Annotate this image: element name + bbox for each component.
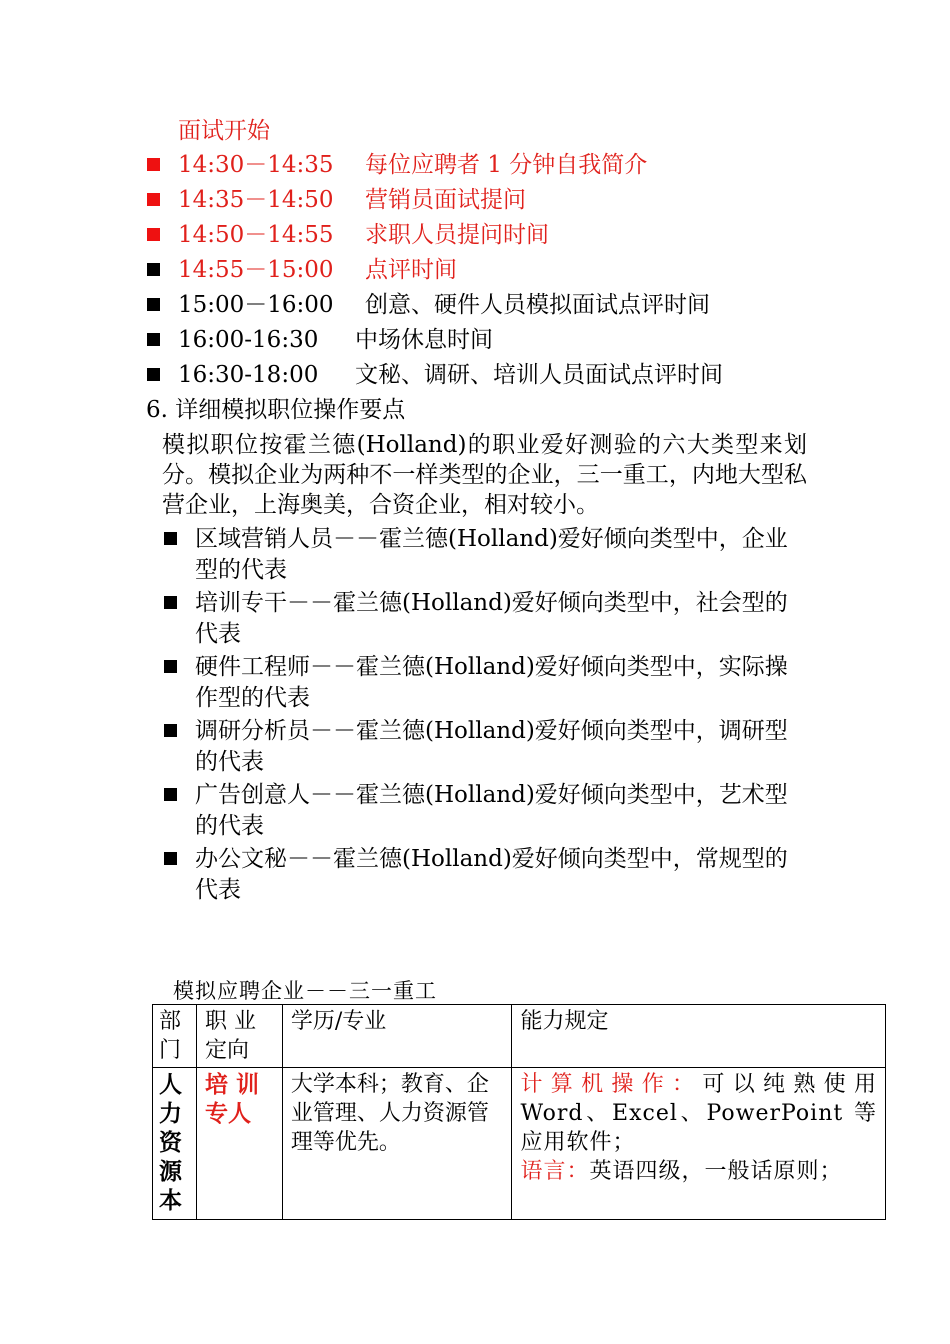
section-intro: 模拟职位按霍兰德(Holland)的职业爱好测验的六大类型来划分。模拟企业为两种不一样类型的企业，三一重工，内地大型私营企业，上海奥美，合资企业，相对较小。 bbox=[162, 432, 807, 518]
skill-text: 英语四级，一般话原则； bbox=[589, 1159, 843, 1184]
schedule-time: 15:00－16:00 bbox=[178, 292, 334, 318]
bullet-square-icon bbox=[164, 788, 177, 801]
schedule-time: 14:30－14:35 bbox=[178, 152, 334, 178]
schedule-time: 16:30-18:00 bbox=[178, 362, 319, 388]
bullet-square-icon bbox=[164, 724, 177, 737]
bullet-square-icon bbox=[164, 532, 177, 545]
list-item: 区域营销人员－－霍兰德(Holland)爱好倾向类型中，企业型的代表 bbox=[195, 526, 788, 583]
bullet-square-icon bbox=[147, 158, 160, 171]
bullet-square-icon bbox=[164, 852, 177, 865]
list-item: 调研分析员－－霍兰德(Holland)爱好倾向类型中，调研型的代表 bbox=[195, 718, 788, 775]
header-education: 学历/专业 bbox=[282, 1005, 512, 1068]
cell-skills bbox=[512, 1068, 886, 1220]
schedule-time: 14:55－15:00 bbox=[178, 257, 334, 283]
skill-label: 计算机操作： bbox=[520, 1072, 703, 1097]
list-item: 培训专干－－霍兰德(Holland)爱好倾向类型中，社会型的代表 bbox=[195, 590, 788, 647]
list-item: 广告创意人－－霍兰德(Holland)爱好倾向类型中，艺术型的代表 bbox=[195, 782, 788, 839]
header-skills: 能力规定 bbox=[512, 1005, 886, 1068]
schedule-desc: 创意、硬件人员模拟面试点评时间 bbox=[365, 292, 710, 318]
list-item: 办公文秘－－霍兰德(Holland)爱好倾向类型中，常规型的代表 bbox=[195, 846, 788, 903]
skill-label: 语言： bbox=[520, 1159, 590, 1184]
table-header-row bbox=[153, 1005, 886, 1068]
cell-education: 大学本科；教育、企业管理、人力资源管理等优先。 bbox=[282, 1068, 512, 1220]
schedule-time: 14:50－14:55 bbox=[178, 222, 334, 248]
table-row bbox=[153, 1068, 886, 1220]
header-position: 职 业定向 bbox=[196, 1005, 282, 1068]
bullet-square-icon bbox=[147, 193, 160, 206]
bullet-square-icon bbox=[147, 263, 160, 276]
schedule-heading: 面试开始 bbox=[178, 118, 270, 144]
schedule-desc: 求职人员提问时间 bbox=[365, 222, 549, 248]
cell-position: 培 训专人 bbox=[196, 1068, 282, 1220]
bullet-square-icon bbox=[147, 368, 160, 381]
requirements-table bbox=[152, 1004, 886, 1220]
cell-dept: 人力资源本 bbox=[153, 1068, 197, 1220]
schedule-time: 16:00-16:30 bbox=[178, 327, 319, 353]
bullet-square-icon bbox=[147, 298, 160, 311]
skill-text: 可以纯熟使用 Word、Excel、PowerPoint 等应用软件； bbox=[520, 1072, 877, 1155]
section-heading: 6. 详细模拟职位操作要点 bbox=[146, 397, 406, 423]
header-dept: 部门 bbox=[153, 1005, 197, 1068]
schedule-time: 14:35－14:50 bbox=[178, 187, 334, 213]
schedule-desc: 文秘、调研、培训人员面试点评时间 bbox=[355, 362, 723, 388]
schedule-desc: 营销员面试提问 bbox=[365, 187, 526, 213]
schedule-desc: 每位应聘者 1 分钟自我简介 bbox=[365, 152, 648, 178]
bullet-square-icon bbox=[147, 228, 160, 241]
bullet-square-icon bbox=[164, 596, 177, 609]
table-caption: 模拟应聘企业－－三一重工 bbox=[173, 979, 437, 1003]
schedule-desc: 中场休息时间 bbox=[355, 327, 493, 353]
bullet-square-icon bbox=[147, 333, 160, 346]
bullet-square-icon bbox=[164, 660, 177, 673]
schedule-desc: 点评时间 bbox=[365, 257, 457, 283]
list-item: 硬件工程师－－霍兰德(Holland)爱好倾向类型中，实际操作型的代表 bbox=[195, 654, 788, 711]
